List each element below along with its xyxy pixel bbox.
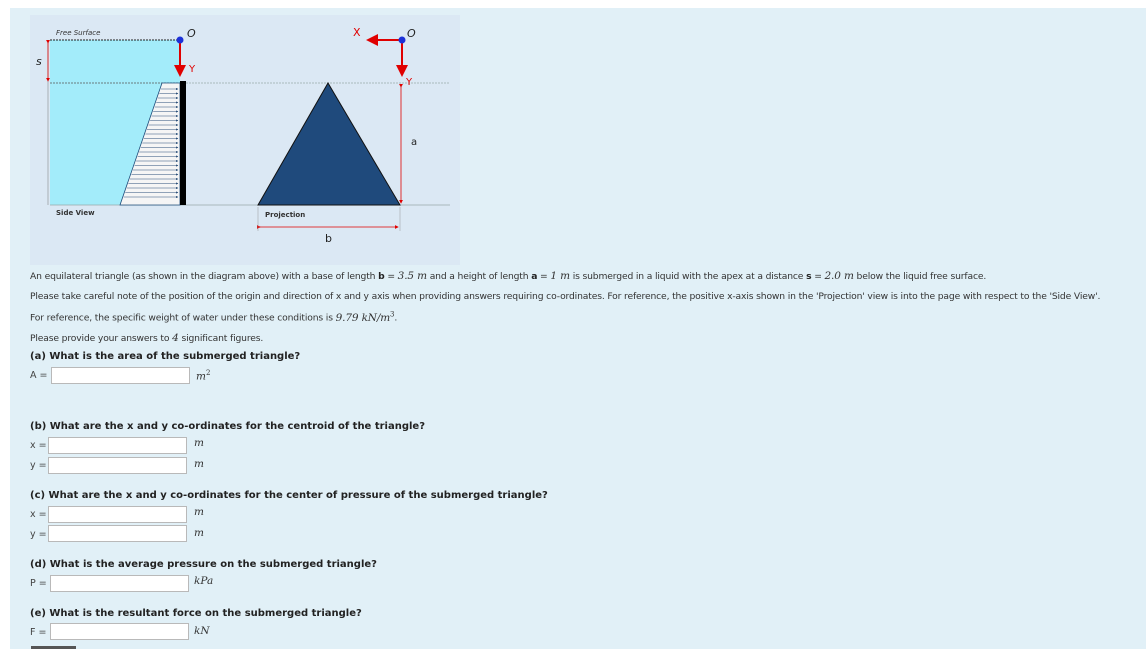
centroid-y-input[interactable]: [48, 457, 187, 474]
centroid-x-input[interactable]: [48, 437, 187, 454]
question-c: (c) What are the x and y co-ordinates for the center of pressure of the submerged triangle?: [30, 490, 548, 501]
pressure-center-y-label: y =: [30, 529, 47, 540]
sig-figs-text: Please provide your answers to: [30, 333, 170, 344]
origin-label-left: O: [187, 27, 196, 40]
problem-text-3: is submerged in a liquid with the apex at a distance: [572, 271, 804, 282]
a-value: 1 m: [550, 270, 570, 282]
x-axis-label: X: [353, 26, 361, 39]
s-dimension-label: s: [36, 55, 42, 68]
specific-weight-value: 9.79 $kN/m^3$: [335, 310, 395, 324]
a-name: a: [531, 271, 538, 282]
specific-weight-note: For reference, the specific weight of water under these conditions is 9.79 $kN/m^3$.: [30, 310, 398, 324]
origin-dot-right: [399, 37, 406, 44]
pressure-center-x-unit: m: [194, 506, 204, 518]
b-dimension-label: b: [325, 232, 332, 245]
pressure-center-y-input[interactable]: [48, 525, 187, 542]
a-dimension-label: a: [411, 137, 418, 148]
question-a: (a) What is the area of the submerged triangle?: [30, 351, 301, 362]
problem-text-1: An equilateral triangle (as shown in the diagram above) with a base of length: [30, 271, 376, 282]
pressure-center-x-input[interactable]: [48, 506, 187, 523]
s-name: s: [806, 271, 812, 282]
origin-dot-left: [177, 37, 184, 44]
area-input[interactable]: [51, 367, 190, 384]
area-label: A =: [30, 370, 48, 381]
s-value: 2.0 m: [824, 270, 854, 282]
area-unit: $m^2$: [196, 369, 211, 383]
pressure-center-x-label: x =: [30, 509, 47, 520]
pressure-unit: kPa: [194, 575, 214, 587]
pressure-center-y-unit: m: [194, 527, 204, 539]
question-e: (e) What is the resultant force on the submerged triangle?: [30, 608, 362, 619]
force-label: F =: [30, 627, 47, 638]
question-b: (b) What are the x and y co-ordinates for the centroid of the triangle?: [30, 421, 425, 432]
b-name: b: [378, 271, 385, 282]
specific-weight-text: For reference, the specific weight of water under these conditions is: [30, 312, 333, 324]
side-view-label: Side View: [56, 209, 95, 217]
question-d: (d) What is the average pressure on the submerged triangle?: [30, 559, 377, 570]
y-axis-label-right: Y: [406, 77, 413, 88]
y-axis-label-left: Y: [189, 64, 196, 75]
force-unit: kN: [194, 625, 210, 637]
force-input[interactable]: [50, 623, 189, 640]
projection-label: Projection: [265, 211, 306, 219]
sig-figs-end: significant figures.: [181, 333, 264, 344]
b-value: 3.5 m: [397, 270, 427, 282]
problem-statement: An equilateral triangle (as shown in the diagram above) with a base of length b = 3.5 m and a height of length a = 1 m is submerged in a liquid with the apex at a distance s = 2.0 m below the liquid free surface.: [30, 270, 987, 282]
sig-figs-note: [30, 332, 263, 344]
problem-diagram: [30, 15, 460, 265]
centroid-y-label: y =: [30, 460, 47, 471]
centroid-x-unit: m: [194, 437, 204, 449]
problem-text-2: and a height of length: [429, 271, 529, 282]
origin-label-right: O: [407, 27, 416, 40]
pressure-input[interactable]: [50, 575, 189, 592]
pressure-label: P =: [30, 578, 47, 589]
centroid-y-unit: m: [194, 458, 204, 470]
free-surface-label: Free Surface: [56, 29, 101, 37]
problem-text-4: below the liquid free surface.: [856, 271, 987, 282]
coordinate-note: Please take careful note of the position of the origin and direction of x and y axis when providing answers requiring co-ordinates. For reference, the positive x-axis shown in the 'Projection' view is into the page with respect to the 'Side View'.: [30, 291, 1101, 302]
plate-side-view: [180, 81, 186, 205]
centroid-x-label: x =: [30, 440, 47, 451]
sig-figs-value: 4: [172, 332, 179, 344]
